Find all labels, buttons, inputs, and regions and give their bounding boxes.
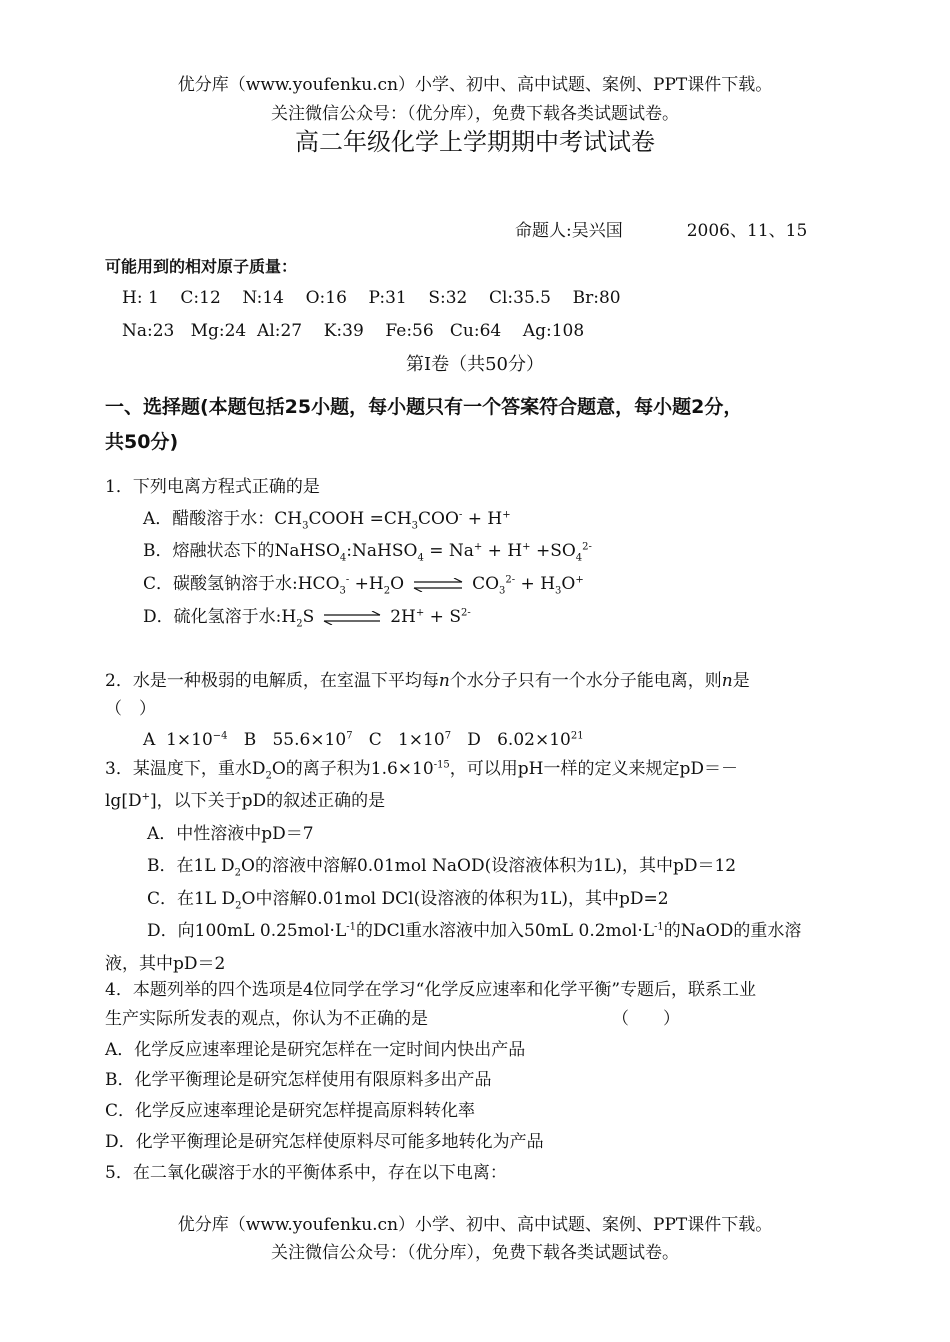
footer-line-2: 关注微信公众号：（优分库），免费下载各类试题试卷。 bbox=[271, 1243, 679, 1263]
question-1-option-c: C．碳酸氢钠溶于水$:HCO_3^- +H_2O$ $CO_3^{2-} + H_3O^+$ bbox=[143, 574, 584, 597]
question-1-option-a: A．醋酸溶于水：$CH_3COOH =CH_3COO^- + H^+$ bbox=[143, 509, 511, 532]
exam-date: 2006、11、15 bbox=[686, 221, 808, 241]
footer-line-1: 优分库（www.youfenku.cn）小学、初中、高中试题、案例、PPT课件下载。 bbox=[177, 1215, 773, 1235]
author: 命题人:吴兴国 bbox=[515, 221, 623, 241]
header-line-1: 优分库（www.youfenku.cn）小学、初中、高中试题、案例、PPT课件下载。 bbox=[177, 75, 773, 95]
page-title: 高二年级化学上学期期中考试试卷 bbox=[295, 128, 655, 156]
question-4-option-d: D．化学平衡理论是研究怎样使原料尽可能多地转化为产品 bbox=[105, 1132, 544, 1152]
question-3-option-d-continued: 液，其中pD＝2 bbox=[105, 954, 226, 974]
equilibrium-arrow-icon bbox=[412, 578, 464, 592]
question-3-stem-line-1: 3．某温度下，重水$D_2O$的离子积为$1.6\times 10^{-15}$，可以用pH一样的定义来规定pD＝－ bbox=[105, 759, 739, 782]
question-1-stem: 1．下列电离方程式正确的是 bbox=[105, 477, 320, 497]
question-4-option-b: B．化学平衡理论是研究怎样使用有限原料多出产品 bbox=[105, 1070, 492, 1090]
question-3-option-d: D．向100mL $0.25mol\cdot L^{-1}$的DCl重水溶液中加入50mL $0.2mol\cdot L^{-1}$的NaOD的重水溶 bbox=[147, 921, 802, 941]
atomic-mass-heading: 可能用到的相对原子质量： bbox=[105, 257, 298, 276]
question-4-paren: （ ） bbox=[612, 1009, 680, 1029]
question-3-option-a: A．中性溶液中pD＝7 bbox=[147, 824, 314, 844]
question-4-option-c: C．化学反应速率理论是研究怎样提高原料转化率 bbox=[105, 1101, 476, 1121]
question-3-option-c: C．在1L $D_2O$中溶解0.01mol DCl(设溶液的体积为1L)，其中pD=2 bbox=[147, 889, 669, 912]
question-4-stem-line-1: 4．本题列举的四个选项是4位同学在学习“化学反应速率和化学平衡”专题后，联系工业 bbox=[105, 980, 757, 1000]
question-2-stem: 2．水是一种极弱的电解质，在室温下平均每n个水分子只有一个水分子能电离，则n是 bbox=[105, 671, 750, 691]
atomic-mass-row-1: H: 1 C:12 N:14 O:16 P:31 S:32 Cl:35.5 Br:80 bbox=[122, 288, 621, 308]
section-heading-line-2: 共50分) bbox=[105, 431, 179, 453]
question-4-stem-line-2: 生产实际所发表的观点，你认为不正确的是 bbox=[105, 1009, 428, 1029]
question-3-option-b: B．在1L $D_2O$的溶液中溶解0.01mol NaOD(设溶液体积为1L)，其中pD＝12 bbox=[147, 856, 737, 879]
question-2-paren: （ ） bbox=[105, 699, 156, 719]
header-line-2: 关注微信公众号：（优分库），免费下载各类试题试卷。 bbox=[271, 104, 679, 124]
question-4-option-a: A．化学反应速率理论是研究怎样在一定时间内快出产品 bbox=[105, 1040, 526, 1060]
question-1-option-d: D．硫化氢溶于水$:H_2S$ $2H^+ + S^{2-}$ bbox=[143, 607, 471, 630]
equilibrium-arrow-icon bbox=[322, 611, 382, 625]
question-5-stem: 5．在二氧化碳溶于水的平衡体系中，存在以下电离： bbox=[105, 1163, 507, 1183]
author-line bbox=[515, 220, 807, 242]
question-3-stem-line-2: lg[D+]，以下关于pD的叙述正确的是 bbox=[105, 791, 386, 811]
question-2-options: A $1\times 10^{-4}$ B $55.6\times 10^7$ C $1\times 10^7$ D $6.02\times 10^{21}$ bbox=[143, 730, 584, 750]
atomic-mass-row-2: Na:23 Mg:24 Al:27 K:39 Fe:56 Cu:64 Ag:108 bbox=[122, 321, 585, 341]
section-heading-line-1: 一、选择题(本题包括25小题，每小题只有一个答案符合题意，每小题2分， bbox=[105, 396, 743, 418]
part-heading: 第Ⅰ卷（共50分） bbox=[405, 354, 544, 375]
question-1-option-b: B．熔融状态下的NaHSO$_4$:NaHSO$_4$ = $Na^+ + H^+ +SO_4^{2-}$ bbox=[143, 541, 592, 564]
